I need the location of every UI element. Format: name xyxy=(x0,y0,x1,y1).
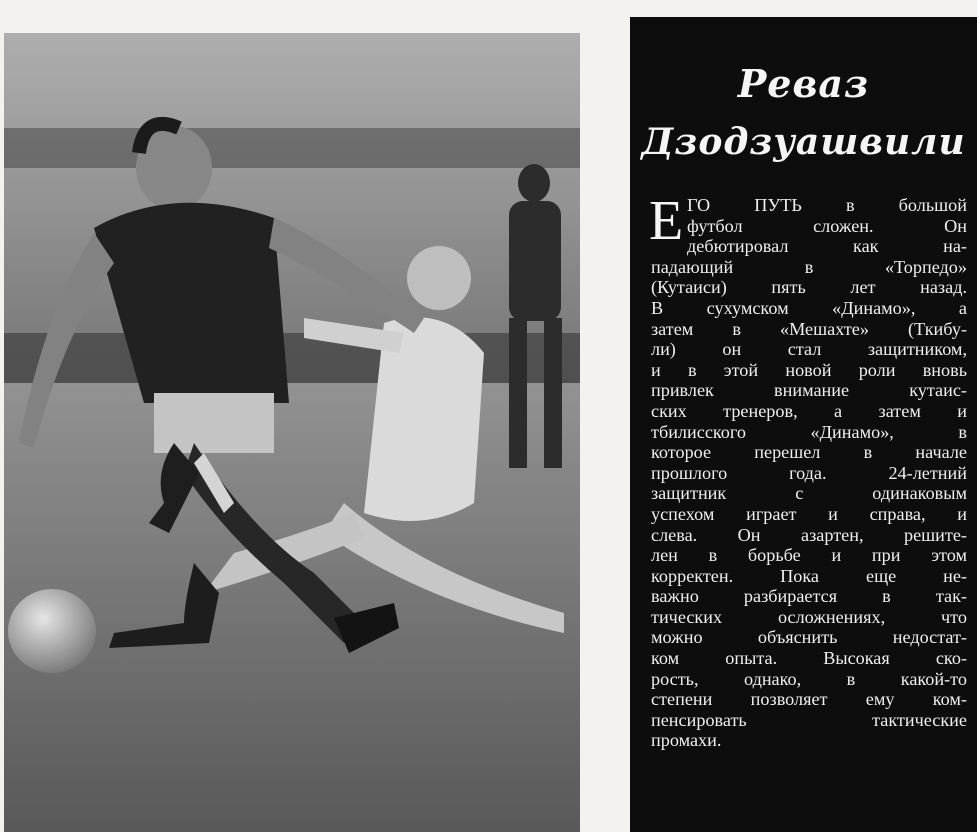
article-line: привлек внимание кутаис- xyxy=(651,380,967,401)
article-line: слева. Он азартен, решите- xyxy=(651,524,967,545)
player-last-name: Дзодзуашвили xyxy=(641,121,966,163)
article-line: степени позволяет ему ком- xyxy=(651,689,967,710)
article-line: успехом играет и справа, и xyxy=(651,503,967,524)
article-line: рость, однако, в какой-то xyxy=(651,668,967,689)
article-line: (Кутаиси) пять лет назад. xyxy=(651,277,967,298)
article-line: затем в «Мешахте» (Ткибу- xyxy=(651,318,967,339)
article-line: падающий в «Торпедо» xyxy=(651,256,967,277)
article-line: ских тренеров, а затем и xyxy=(651,400,967,421)
profile-article xyxy=(649,190,967,751)
article-line: прошлого года. 24-летний xyxy=(651,462,967,483)
drop-cap: Е xyxy=(649,190,684,252)
article-line: защитник с одинаковым xyxy=(651,483,967,504)
article-line: важно разбирается в так- xyxy=(651,586,967,607)
article-line: ГО ПУТЬ в большой xyxy=(687,195,967,215)
article-line: дебютировал как на- xyxy=(687,236,967,257)
profile-panel xyxy=(630,17,977,832)
match-photo xyxy=(4,33,580,832)
article-line: тбилисского «Динамо», в xyxy=(651,421,967,442)
player-first-name: Реваз xyxy=(737,61,870,106)
article-line: пенсировать тактические xyxy=(651,709,967,730)
article-line: корректен. Пока еще не- xyxy=(651,565,967,586)
article-line: В сухумском «Динамо», а xyxy=(651,297,967,318)
article-line: тических осложнениях, что xyxy=(651,606,967,627)
article-line: которое перешел в начале xyxy=(651,442,967,463)
article-line: лен в борьбе и при этом xyxy=(651,545,967,566)
article-line: можно объяснить недостат- xyxy=(651,627,967,648)
article-line: и в этой новой роли вновь xyxy=(651,359,967,380)
article-line: футбол сложен. Он xyxy=(687,215,967,236)
article-line: промахи. xyxy=(651,730,722,751)
article-line: ли) он стал защитником, xyxy=(651,339,967,360)
article-line: ком опыта. Высокая ско- xyxy=(651,648,967,669)
